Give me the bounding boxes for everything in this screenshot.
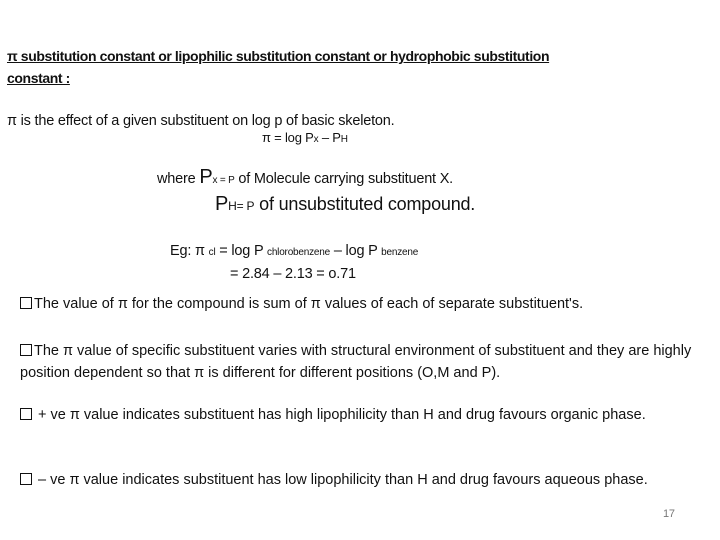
checkbox-bullet-icon xyxy=(20,344,32,356)
example-result: = 2.84 – 2.13 = o.71 xyxy=(230,266,356,282)
bullet-2: The π value of specific substituent varies with structural environment of substituent and they are highly position dependent so that π is different for different positions (O,M and P). xyxy=(20,343,692,381)
checkbox-bullet-icon xyxy=(20,408,32,420)
where-line: where Px = P of Molecule carrying substituent X. xyxy=(157,166,454,188)
checkbox-bullet-icon xyxy=(20,473,32,485)
bullet-4: – ve π value indicates substituent has low lipophilicity than H and drug favours aqueous phase. xyxy=(20,469,710,491)
example-line: Eg: π cl = log P chlorobenzene – log P benzene xyxy=(170,243,419,259)
checkbox-bullet-icon xyxy=(20,297,32,309)
ph-line: PH= P of unsubstituted compound. xyxy=(215,193,476,215)
title-line-1: π substitution constant or lipophilic substitution constant or hydrophobic substitution xyxy=(7,48,550,64)
title-line-2: constant : xyxy=(7,70,70,86)
formula: π = log Px – PH xyxy=(262,130,348,145)
bullet-3: + ve π value indicates substituent has high lipophilicity than H and drug favours organic phase. xyxy=(20,404,710,426)
definition: π is the effect of a given substituent on log p of basic skeleton. xyxy=(7,113,395,129)
bullet-1: The value of π for the compound is sum of π values of each of separate substituent's. xyxy=(20,293,710,315)
page-number: 17 xyxy=(663,508,675,520)
